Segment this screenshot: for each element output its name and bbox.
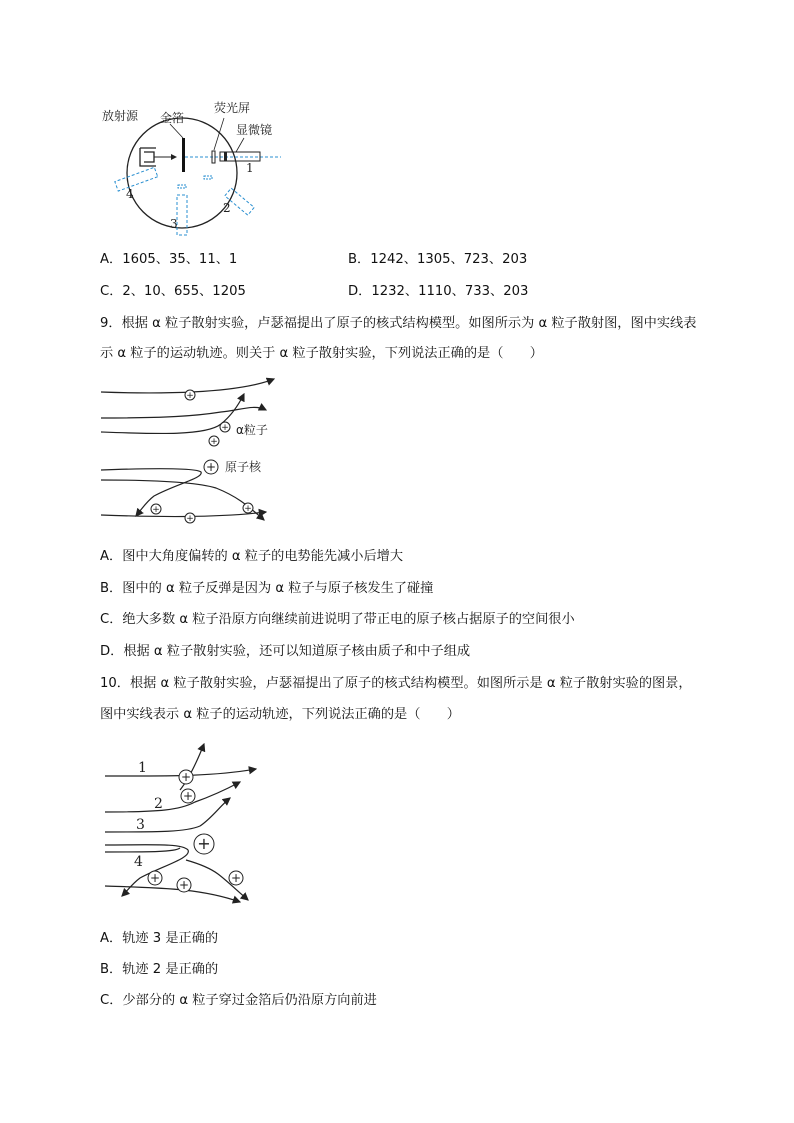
svg-text:+: + (186, 391, 194, 401)
detector-position-4 (115, 167, 158, 191)
label-position-3: 3 (170, 217, 178, 231)
label-trajectory-3: 3 (136, 817, 145, 833)
svg-text:+: + (244, 504, 252, 514)
q8-option-c[interactable]: C．2、10、655、1205 (100, 284, 246, 299)
label-foil: 金箔 (160, 111, 185, 125)
svg-text:+: + (178, 878, 190, 892)
q9-option-d[interactable]: D．根据 α 粒子散射实验，还可以知道原子核由质子和中子组成 (100, 644, 471, 659)
label-trajectory-2: 2 (154, 796, 163, 812)
label-trajectory-1: 1 (138, 760, 147, 776)
label-screen: 荧光屏 (214, 101, 251, 115)
trajectory-bottom (105, 886, 240, 902)
svg-text:+: + (180, 770, 192, 784)
q10-stem-line1: 10．根据 α 粒子散射实验，卢瑟福提出了原子的核式结构模型。如图所示是 α 粒子散射实验的图景， (100, 676, 692, 691)
trajectory-3 (105, 798, 230, 832)
q9-scattering-trajectories-figure (96, 372, 296, 532)
q10-stem-line2: 图中实线表示 α 粒子的运动轨迹，下列说法正确的是（ ） (100, 707, 460, 722)
q9-option-b[interactable]: B．图中的 α 粒子反弹是因为 α 粒子与原子核发生了碰撞 (100, 581, 434, 596)
label-source: 放射源 (102, 109, 139, 123)
q10-option-c[interactable]: C．少部分的 α 粒子穿过金箔后仍沿原方向前进 (100, 993, 377, 1008)
label-position-2: 2 (223, 201, 231, 215)
label-trajectory-4: 4 (134, 854, 143, 870)
q8-option-d[interactable]: D．1232、1110、733、203 (348, 284, 529, 299)
q10-option-b[interactable]: B．轨迹 2 是正确的 (100, 962, 219, 977)
q9-option-a[interactable]: A．图中大角度偏转的 α 粒子的电势能先减小后增大 (100, 549, 404, 564)
q10-scattering-trajectories-figure (100, 740, 270, 910)
label-nucleus: 原子核 (225, 460, 262, 474)
svg-text:+: + (186, 514, 194, 524)
fluorescent-screen (212, 151, 215, 163)
svg-text:+: + (197, 834, 211, 853)
vacuum-chamber-circle (127, 118, 237, 228)
svg-text:+: + (182, 789, 194, 803)
label-alpha-particle: α粒子 (236, 423, 268, 437)
label-position-1: 1 (246, 161, 254, 175)
detector-position-3 (177, 195, 187, 235)
radiation-source-icon (140, 148, 156, 166)
svg-text:+: + (149, 871, 161, 885)
trajectory-bottom (101, 512, 266, 517)
svg-text:+: + (221, 423, 229, 433)
gold-foil (182, 138, 185, 172)
q9-option-c[interactable]: C．绝大多数 α 粒子沿原方向继续前进说明了带正电的原子核占据原子的空间很小 (100, 612, 575, 627)
q8-option-a[interactable]: A．1605、35、11、1 (100, 252, 238, 267)
label-microscope: 显微镜 (236, 123, 273, 137)
trajectory-upper-deflect (101, 407, 266, 418)
label-position-4: 4 (126, 187, 134, 201)
svg-text:+: + (152, 505, 160, 515)
q10-option-a[interactable]: A．轨迹 3 是正确的 (100, 931, 219, 946)
q9-stem-line1: 9．根据 α 粒子散射实验，卢瑟福提出了原子的核式结构模型。如图所示为 α 粒子散射图，图中实线表 (100, 316, 697, 331)
svg-text:+: + (205, 460, 217, 474)
svg-text:+: + (230, 871, 242, 885)
q8-option-b[interactable]: B．1242、1305、723、203 (348, 252, 528, 267)
q9-stem-line2: 示 α 粒子的运动轨迹。则关于 α 粒子散射实验，下列说法正确的是（ ） (100, 346, 543, 361)
svg-text:+: + (210, 437, 218, 447)
alpha-scattering-apparatus-figure (96, 100, 286, 240)
